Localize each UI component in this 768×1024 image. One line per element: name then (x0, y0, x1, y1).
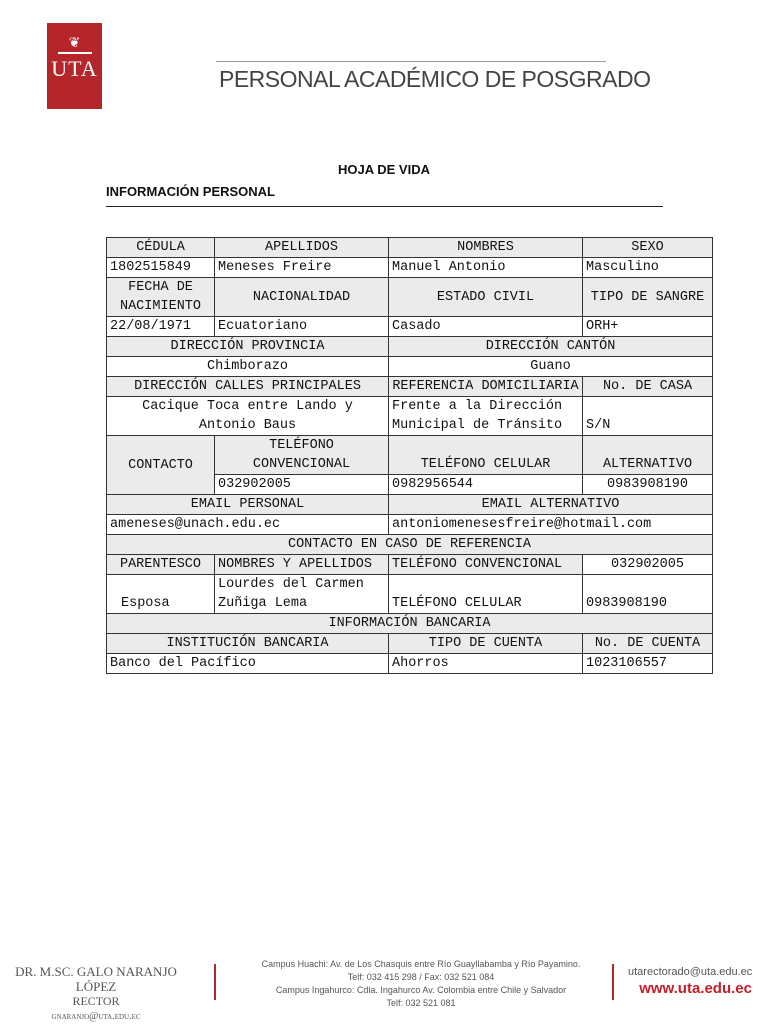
rector-name: DR. M.SC. GALO NARANJO LÓPEZ (15, 964, 177, 994)
cedula-label: CÉDULA (107, 238, 215, 258)
cedula-value: 1802515849 (107, 258, 215, 278)
tipo-sangre-label: TIPO DE SANGRE (583, 278, 713, 317)
sexo-label: SEXO (583, 238, 713, 258)
cv-table (106, 237, 713, 674)
estado-civil-value: Casado (389, 317, 583, 337)
address-block (236, 958, 606, 1010)
banco-title: INFORMACIÓN BANCARIA (107, 614, 713, 634)
email-alt-value: antoniomenesesfreire@hotmail.com (389, 515, 713, 535)
nombres-apellidos-label: NOMBRES Y APELLIDOS (215, 555, 389, 575)
address-line-2: Telf: 032 415 298 / Fax: 032 521 084 (347, 972, 495, 982)
contacto-label: CONTACTO (107, 436, 215, 495)
website-link[interactable]: www.uta.edu.ec (639, 980, 752, 997)
contact-block (628, 966, 752, 997)
email-alt-label: EMAIL ALTERNATIVO (389, 495, 713, 515)
address-line-4: Telf: 032 521 081 (386, 998, 456, 1008)
tipo-cuenta-value: Ahorros (389, 654, 583, 674)
alternativo-label: ALTERNATIVO (583, 436, 713, 475)
ref-tel-cel-label: TELÉFONO CELULAR (389, 575, 583, 614)
apellidos-label: APELLIDOS (215, 238, 389, 258)
calles-value: Cacique Toca entre Lando y Antonio Baus (107, 397, 389, 436)
institucion-label: INSTITUCIÓN BANCARIA (107, 634, 389, 654)
alternativo-value: 0983908190 (583, 475, 713, 495)
tipo-sangre-value: ORH+ (583, 317, 713, 337)
address-line-1: Campus Huachi: Av. de Los Chasquis entre Río Guayllabamba y Río Payamino. (261, 959, 581, 969)
nombres-value: Manuel Antonio (389, 258, 583, 278)
referencia-label: REFERENCIA DOMICILIARIA (389, 377, 583, 397)
canton-label: DIRECCIÓN CANTÓN (389, 337, 713, 357)
nacionalidad-value: Ecuatoriano (215, 317, 389, 337)
rector-title: RECTOR (72, 994, 120, 1008)
footer-divider-right (612, 964, 614, 1000)
email-personal-label: EMAIL PERSONAL (107, 495, 389, 515)
num-cuenta-value: 1023106557 (583, 654, 713, 674)
header-rule (216, 61, 606, 62)
canton-value: Guano (389, 357, 713, 377)
referencia-value: Frente a la Dirección Municipal de Tránsito (389, 397, 583, 436)
tel-cel-value: 0982956544 (389, 475, 583, 495)
provincia-value: Chimborazo (107, 357, 389, 377)
section-title: INFORMACIÓN PERSONAL (106, 184, 275, 199)
footer-divider-left (214, 964, 216, 1000)
email-personal-value: ameneses@unach.edu.ec (107, 515, 389, 535)
tel-conv-label: TELÉFONO CONVENCIONAL (215, 436, 389, 475)
rector-block (6, 964, 186, 1024)
parentesco-label: PARENTESCO (107, 555, 215, 575)
casa-value: S/N (583, 397, 713, 436)
uta-logo (47, 23, 102, 109)
institucion-value: Banco del Pacífico (107, 654, 389, 674)
torch-icon: ❦ (68, 34, 81, 50)
apellidos-value: Meneses Freire (215, 258, 389, 278)
logo-text: UTA (51, 56, 98, 81)
ref-nombre-value: Lourdes del Carmen Zuñiga Lema (215, 575, 389, 614)
ref-tel-conv-label: TELÉFONO CONVENCIONAL (389, 555, 583, 575)
fecha-label: FECHA DE NACIMIENTO (107, 278, 215, 317)
department-title: PERSONAL ACADÉMICO DE POSGRADO (219, 66, 651, 92)
tel-conv-value: 032902005 (215, 475, 389, 495)
contact-email[interactable]: utarectorado@uta.edu.ec (628, 966, 753, 978)
logo-divider (58, 52, 92, 54)
ref-tel-cel-value: 0983908190 (583, 575, 713, 614)
address-line-3: Campus Ingahurco: Cdla. Ingahurco Av. Colombia entre Chile y Salvador (275, 985, 567, 995)
fecha-value: 22/08/1971 (107, 317, 215, 337)
parentesco-value: Esposa (107, 575, 215, 614)
section-rule (106, 206, 663, 207)
estado-civil-label: ESTADO CIVIL (389, 278, 583, 317)
tel-cel-label: TELÉFONO CELULAR (389, 436, 583, 475)
calles-label: DIRECCIÓN CALLES PRINCIPALES (107, 377, 389, 397)
rector-email: gnaranjo@uta.edu.ec (51, 1011, 141, 1022)
ref-tel-conv-value: 032902005 (583, 555, 713, 575)
referencia-contacto-title: CONTACTO EN CASO DE REFERENCIA (107, 535, 713, 555)
sexo-value: Masculino (583, 258, 713, 278)
nombres-label: NOMBRES (389, 238, 583, 258)
document-title: HOJA DE VIDA (338, 162, 430, 177)
nacionalidad-label: NACIONALIDAD (215, 278, 389, 317)
num-cuenta-label: No. DE CUENTA (583, 634, 713, 654)
provincia-label: DIRECCIÓN PROVINCIA (107, 337, 389, 357)
casa-label: No. DE CASA (583, 377, 713, 397)
tipo-cuenta-label: TIPO DE CUENTA (389, 634, 583, 654)
